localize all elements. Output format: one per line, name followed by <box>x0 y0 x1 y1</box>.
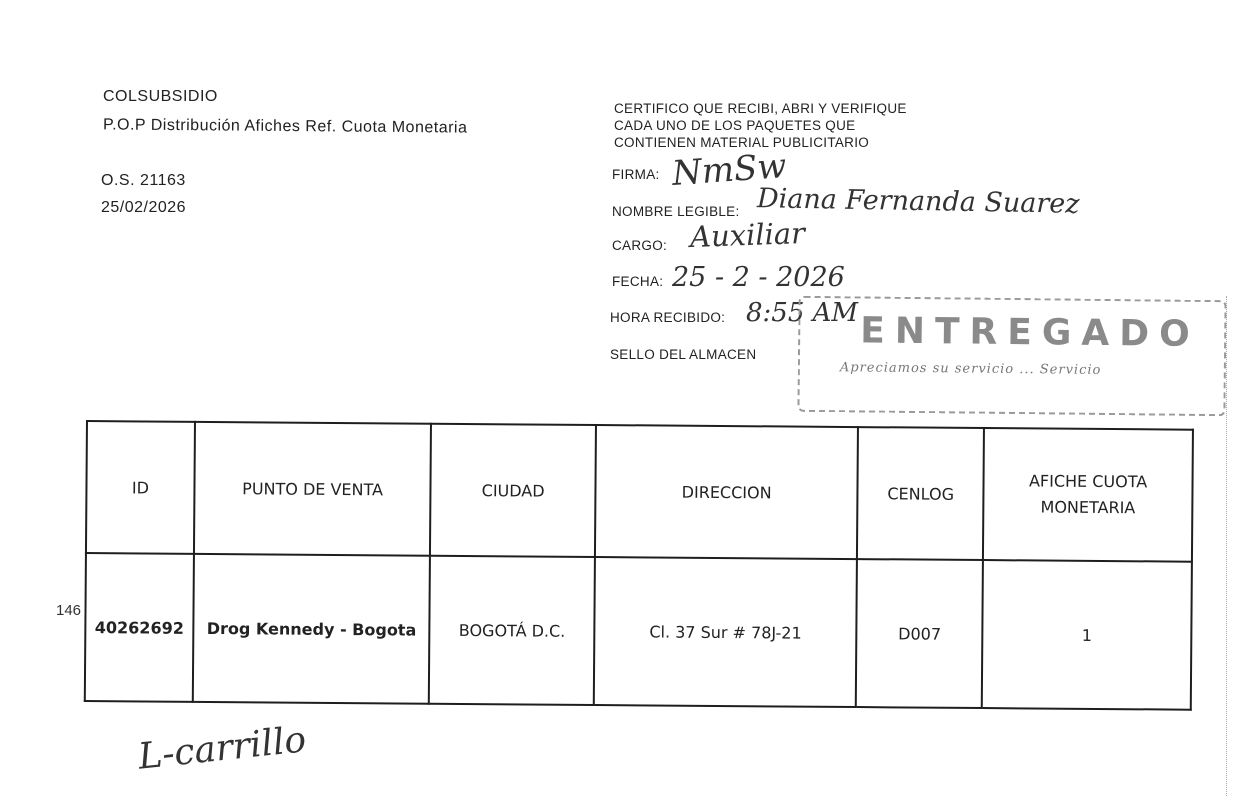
header-ciudad: CIUDAD <box>430 424 596 557</box>
document-description: P.O.P Distribución Afiches Ref. Cuota Monetaria <box>102 116 468 137</box>
distribution-table <box>84 420 1194 711</box>
header-id: ID <box>86 421 195 554</box>
warehouse-stamp <box>797 296 1226 416</box>
stamp-sub-text: Apreciamos su servicio ... Servicio <box>839 360 1102 378</box>
sello-label: SELLO DEL ALMACEN <box>610 347 757 362</box>
company-name: COLSUBSIDIO <box>103 88 218 105</box>
certification-line-2: CADA UNO DE LOS PAQUETES QUE <box>614 118 856 133</box>
cargo-value: Auxiliar <box>689 216 806 254</box>
firma-label: FIRMA: <box>612 167 660 182</box>
cargo-label: CARGO: <box>612 238 668 253</box>
table-row <box>85 553 1192 710</box>
cell-afiche: 1 <box>982 560 1192 710</box>
fecha-value: 25 - 2 - 2026 <box>672 262 845 293</box>
nombre-label: NOMBRE LEGIBLE: <box>612 204 740 219</box>
order-number: O.S. 21163 <box>101 172 186 189</box>
certification-line-3: CONTIENEN MATERIAL PUBLICITARIO <box>614 135 870 150</box>
header-afiche: AFICHE CUOTA MONETARIA <box>983 428 1193 562</box>
cell-direccion: Cl. 37 Sur # 78J-21 <box>594 557 857 707</box>
cell-ciudad: BOGOTÁ D.C. <box>429 556 595 705</box>
row-number: 146 <box>56 602 82 619</box>
fecha-label: FECHA: <box>612 274 664 289</box>
nombre-value: Diana Fernanda Suarez <box>756 183 1080 220</box>
header-punto-de-venta: PUNTO DE VENTA <box>194 422 431 556</box>
footer-signature: L-carrillo <box>136 719 309 778</box>
firma-signature: NmSw <box>670 146 788 194</box>
header-direccion: DIRECCION <box>595 425 858 559</box>
scan-edge-line <box>1226 296 1227 796</box>
certification-text <box>614 100 907 151</box>
cell-id: 40262692 <box>85 553 194 702</box>
hora-label: HORA RECIBIDO: <box>610 310 726 325</box>
cell-cenlog: D007 <box>856 559 983 708</box>
table-header-row <box>86 421 1193 562</box>
hora-value: 8:55 AM <box>746 298 859 328</box>
header-cenlog: CENLOG <box>857 427 984 560</box>
document-date: 25/02/2026 <box>101 199 187 216</box>
cell-punto-de-venta: Drog Kennedy - Bogota <box>193 554 431 704</box>
stamp-main-text: ENTREGADO <box>860 310 1200 355</box>
certification-line-1: CERTIFICO QUE RECIBI, ABRI Y VERIFIQUE <box>614 101 907 116</box>
